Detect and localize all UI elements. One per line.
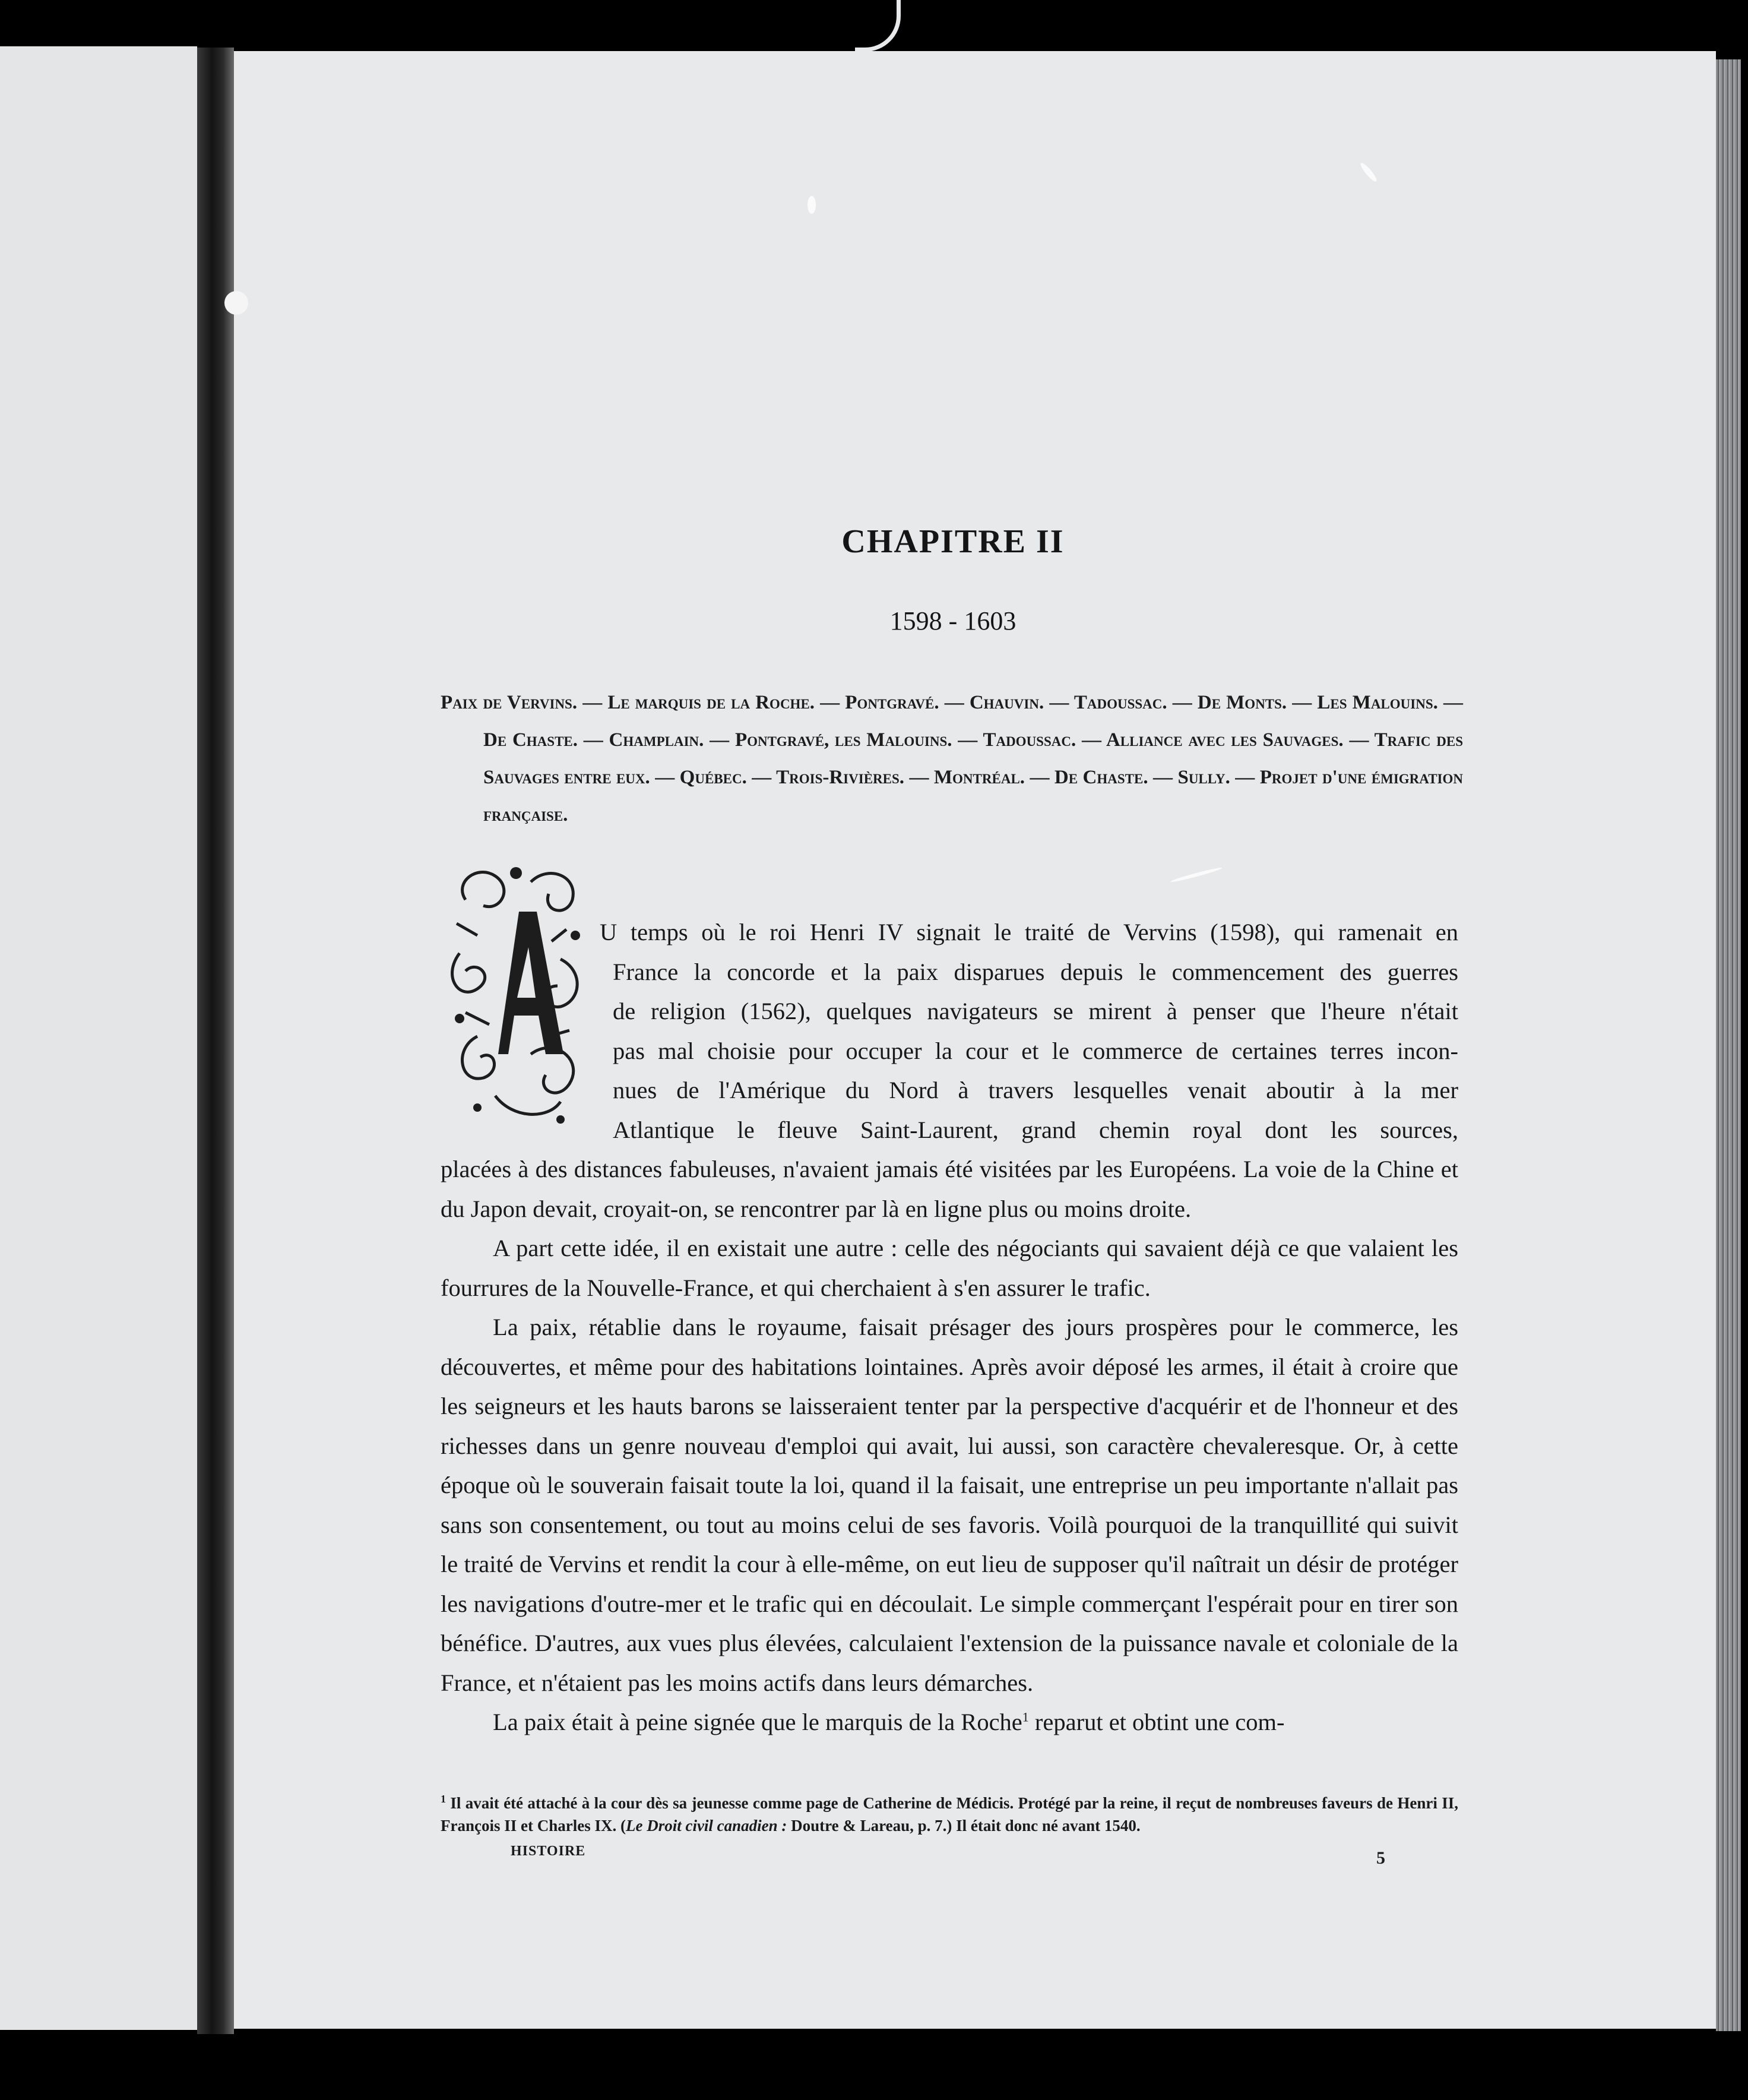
first-paragraph [441, 913, 1458, 1229]
footnote [441, 1788, 1458, 1837]
scan-mark [855, 0, 901, 52]
paragraph: A part cette idée, il en existait une autre : celle des négociants qui savaient déjà ce que valaient les fourrures de la Nouvelle-France, et qui cherchaient à s'en assurer le trafic. [441, 1235, 1458, 1301]
chapter-title: CHAPITRE II [841, 523, 1065, 560]
text-line: U temps où le roi Henri IV signait le traité de Vervins (1598), qui ramenait en [600, 919, 1458, 945]
text-line: nues de l'Amérique du Nord à travers lesquelles venait aboutir à la mer [613, 1077, 1458, 1103]
paragraph-continuation: placées à des distances fabuleuses, n'avaient jamais été visitées par les Européens. La voie de la Chine et du Japon devait, croyait-on, se rencontrer par là en ligne plus ou moins droite. [441, 1156, 1458, 1222]
scan-speck [224, 291, 248, 315]
text-line: pas mal choisie pour occuper la cour et le commerce de certaines terres incon- [613, 1037, 1458, 1064]
footnote-marker: 1 [441, 1793, 446, 1805]
page-number: 5 [1376, 1848, 1385, 1868]
text-line: Atlantique le fleuve Saint-Laurent, grand chemin royal dont les sources, [613, 1116, 1458, 1143]
paragraph-text: La paix était à peine signée que le marquis de la Roche [493, 1709, 1022, 1735]
paragraph [441, 1703, 1458, 1742]
body-text [441, 913, 1458, 1742]
paragraph-text: reparut et obtint une com- [1028, 1709, 1285, 1735]
chapter-dates: 1598 - 1603 [889, 606, 1016, 635]
signature-mark: HISTOIRE [511, 1843, 586, 1859]
chapter-summary: Paix de Vervins. — Le marquis de la Roche. — Pontgravé. — Chauvin. — Tadoussac. — De Monts. — Les Malouins. — De Chaste. — Champlain. — Pontgravé, les Malouins. — Tadoussac. — Alliance avec les Sauvages. — Trafic des Sauvages entre eux. — Québec. — Trois-Rivières. — Montréal. — De Chaste. — Sully. — Projet d'une émigration française. [441, 692, 1463, 826]
footnote-citation: Le Droit civil canadien : [625, 1817, 787, 1835]
paragraph: La paix, rétablie dans le royaume, faisait présager des jours prospères pour le commerce, les découvertes, et même pour des habitations lointaines. Après avoir déposé les armes, il était à croire que les seigneurs et les hauts barons se laisseraient tenter par la perspective d'acquérir et de l'honneur et des richesses dans un genre nouveau d'emploi qui avait, lui aussi, son caractère chevaleresque. Or, à cette époque où le souverain faisait toute la loi, quand il la faisait, une entreprise un peu importante n'allait pas sans son consentement, ou tout au moins celui de ses favoris. Voilà pourquoi de la tranquillité qui suivit le traité de Vervins et rendit la cour à elle-même, on eut lieu de supposer qu'il naîtrait un désir de protéger les navigations d'outre-mer et le trafic qui en découlait. Le simple commerçant l'espérait pour en tirer son bénéfice. D'autres, aux vues plus élevées, calculaient l'extension de la puissance navale et coloniale de la France, et n'étaient pas les moins actifs dans leurs démarches. [441, 1314, 1458, 1696]
page-edge [1716, 59, 1741, 2031]
text-line: France la concorde et la paix disparues depuis le commencement des guerres [613, 958, 1458, 985]
footnote-ref: 1 [1022, 1709, 1029, 1725]
text-line: de religion (1562), quelques navigateurs se mirent à penser que l'heure n'était [613, 998, 1458, 1024]
scan-speck [808, 196, 816, 214]
facing-page [0, 46, 197, 2030]
footnote-text: Il avait été attaché à la cour dès sa jeunesse comme page de Catherine de Médicis. Protégé par la reine, il reçut de nombreuses faveurs de Henri II, François II et Charles IX. ( [441, 1794, 1458, 1835]
footnote-text: Doutre & Lareau, p. 7.) Il était donc né avant 1540. [787, 1817, 1141, 1835]
book-gutter [197, 48, 234, 2034]
